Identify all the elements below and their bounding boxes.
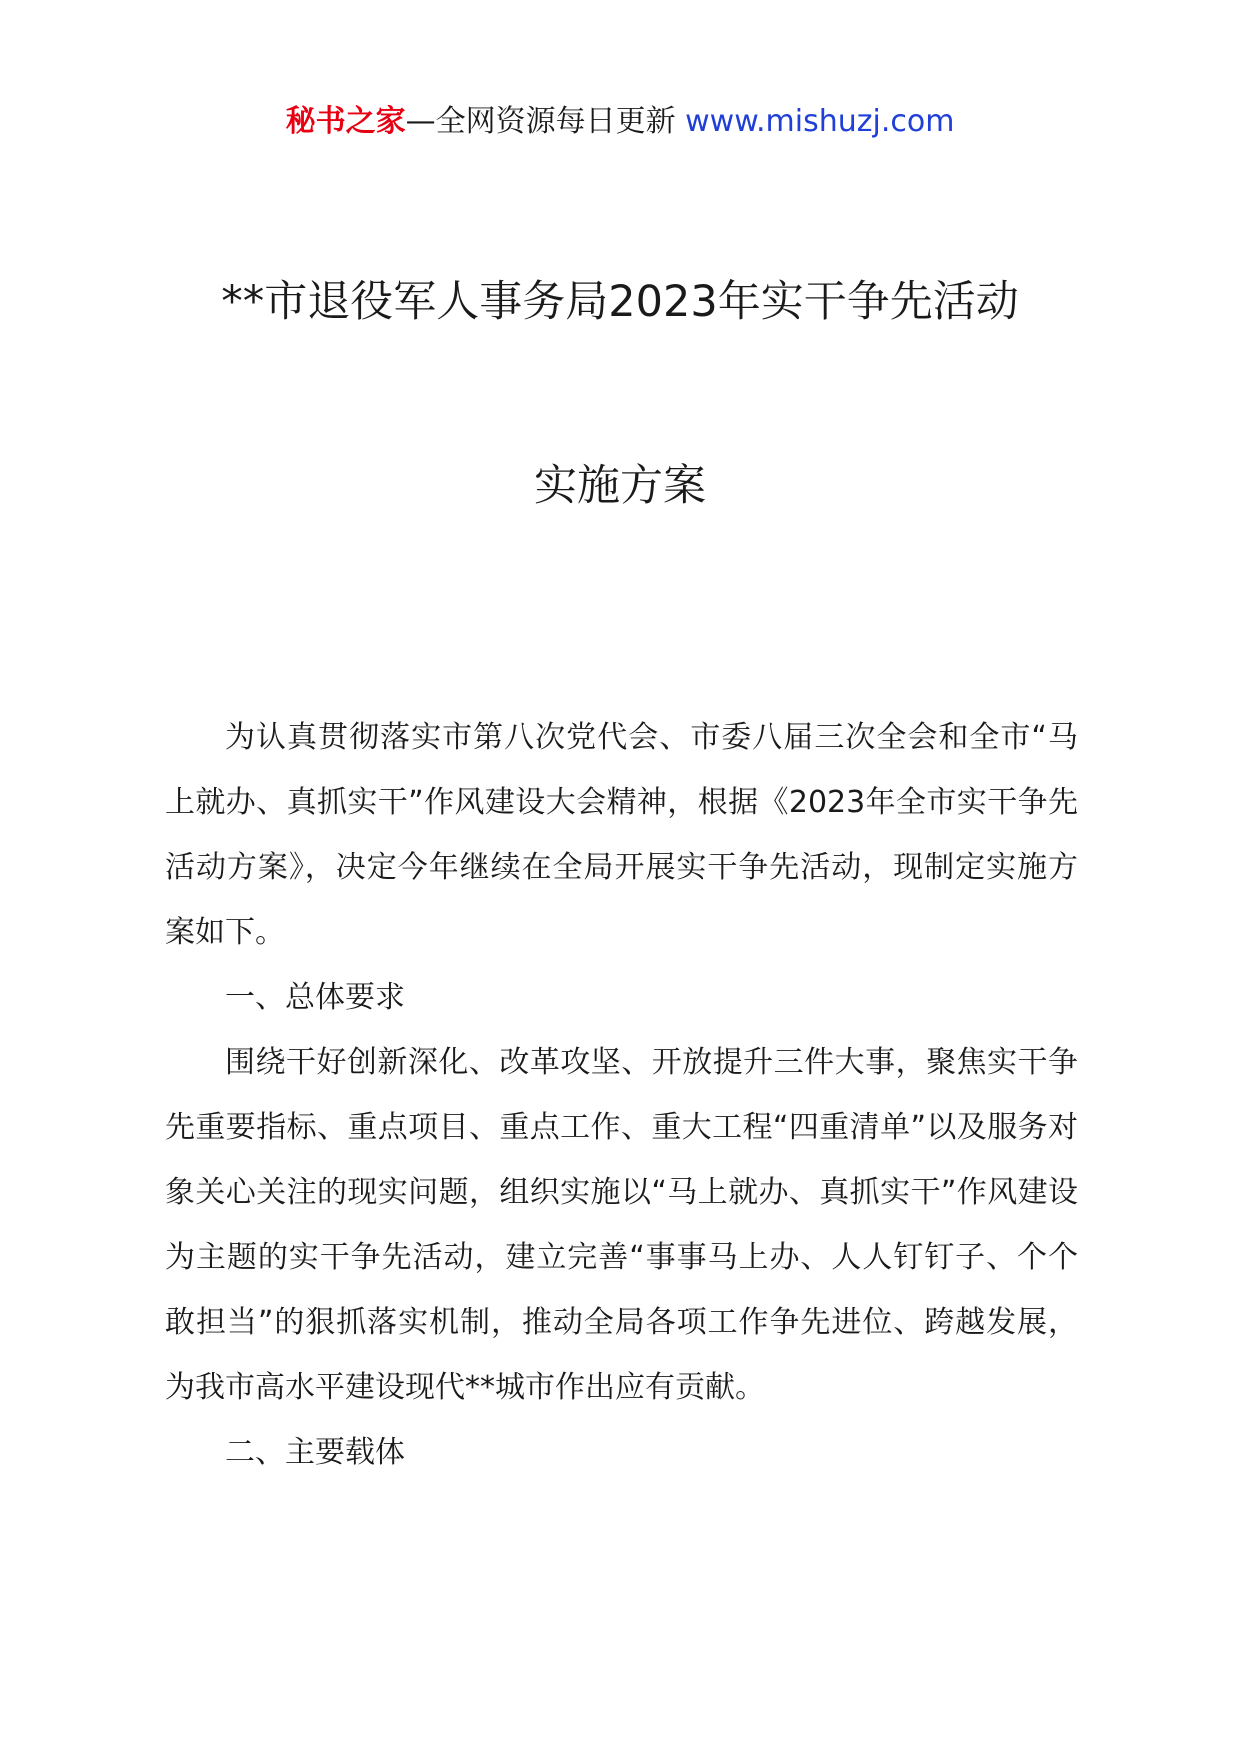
document-title-line-1: **市退役军人事务局2023年实干争先活动 bbox=[221, 277, 1019, 327]
section-paragraph-1: 围绕干好创新深化、改革攻坚、开放提升三件大事，聚焦实干争先重要指标、重点项目、重点工作、重大工程“四重清单”以及服务对象关心关注的现实问题，组织实施以“马上就办、真抓实干”作风建设为主题的实干争先活动，建立完善“事事马上办、人人钉钉子、个个敢担当”的狠抓落实机制，推动全局各项工作争先进位、跨越发展，为我市高水平建设现代**城市作出应有贡献。 bbox=[165, 1045, 1078, 1405]
site-header bbox=[0, 102, 1240, 142]
document-title-line-2: 实施方案 bbox=[534, 461, 706, 511]
header-tagline: —全网资源每日更新 bbox=[405, 104, 676, 139]
brand-name: 秘书之家 bbox=[285, 104, 406, 139]
intro-paragraph: 为认真贯彻落实市第八次党代会、市委八届三次全会和全市“马上就办、真抓实干”作风建设大会精神，根据《2023年全市实干争先活动方案》，决定今年继续在全局开展实干争先活动，现制定实施方案如下。 bbox=[165, 720, 1078, 950]
site-url-link[interactable]: www.mishuzj.com bbox=[685, 104, 955, 139]
section-heading-2: 二、主要载体 bbox=[225, 1435, 405, 1470]
document-body bbox=[165, 705, 1078, 1485]
section-heading-1: 一、总体要求 bbox=[225, 980, 405, 1015]
